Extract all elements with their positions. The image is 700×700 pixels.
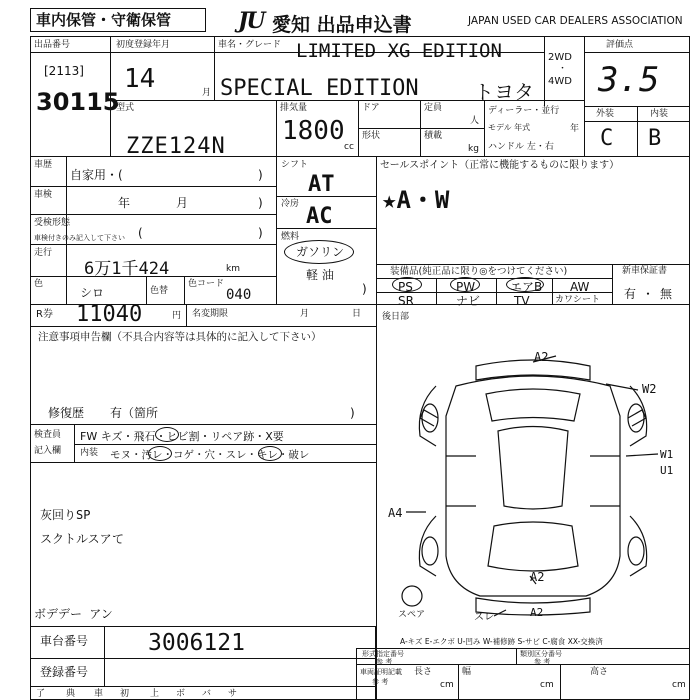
- lot-number: 30115: [36, 88, 120, 116]
- recv-open: (: [138, 226, 143, 240]
- equip-airbag: エアB: [510, 280, 543, 294]
- repair-value: 有（箇所: [110, 406, 159, 420]
- bottom-6: ボ: [176, 689, 186, 699]
- name-change-day: 日: [352, 309, 362, 319]
- equip-ps: PS: [398, 280, 413, 294]
- history-value: 自家用・(: [70, 168, 123, 182]
- rear-label: 後日部: [382, 312, 410, 322]
- load-unit: kg: [468, 144, 479, 154]
- model-name-line1: LIMITED XG EDITION: [296, 40, 502, 62]
- chassis-value: 3006121: [148, 630, 245, 656]
- stone-chip-circle: [155, 427, 179, 442]
- length-label: 長さ: [414, 667, 433, 677]
- cert-ref: 参 考: [372, 678, 389, 686]
- mileage-label: 走行: [34, 248, 53, 258]
- lot-sub-number: [2113]: [44, 64, 84, 78]
- color-change-label: 色替: [150, 286, 169, 296]
- warranty-have: 有: [624, 287, 637, 301]
- model-name-line2: SPECIAL EDITION: [220, 76, 419, 101]
- note-1: 灰回りSP: [40, 508, 91, 522]
- fuel-gas: ガソリン: [296, 245, 345, 259]
- name-change-label: 名変期限: [192, 309, 229, 319]
- inspection-close: ): [258, 196, 263, 210]
- grade-score: 3.5: [598, 60, 660, 100]
- warranty-none: 無: [660, 287, 673, 301]
- note-3: ボデデー アン: [34, 607, 113, 621]
- registration-label: 初度登録年月: [116, 40, 171, 50]
- repair-close: ): [350, 406, 355, 420]
- model-maker: トヨタ: [474, 80, 534, 104]
- inspection-year-unit: 年: [118, 196, 131, 210]
- damage-mark-w2: W2: [642, 382, 657, 396]
- grade-int-value: B: [648, 126, 662, 151]
- aircon-value: AC: [306, 204, 333, 229]
- capacity-unit: 人: [470, 116, 480, 126]
- fuel-diesel: 軽 油: [306, 268, 334, 282]
- damage-mark-trunk: A2: [530, 570, 545, 584]
- bottom-4: 初: [120, 689, 130, 699]
- drive-4wd: 4WD: [548, 76, 572, 87]
- length-unit: cm: [440, 680, 454, 690]
- bottom-5: 上: [150, 689, 160, 699]
- selling-points-label: セールスポイント（正常に機能するものに限ります）: [380, 160, 620, 171]
- recv-close: ): [258, 226, 263, 240]
- inspector-row1: FW キズ・飛石・ヒビ割・リペア跡・X要: [80, 430, 284, 443]
- org-title: 愛知 出品申込書: [272, 14, 412, 36]
- model-label: 車名・グレード: [218, 40, 282, 50]
- cert-class-label: 類別区分番号: [520, 650, 562, 658]
- bottom-7: バ: [202, 689, 212, 699]
- mileage-unit: km: [226, 264, 240, 274]
- load-label: 積載: [424, 131, 443, 141]
- color-label: 色: [34, 279, 44, 289]
- inspection-month-unit: 月: [176, 196, 189, 210]
- equip-ps-circle: [392, 277, 422, 292]
- color-code-label: 色コード: [188, 279, 225, 289]
- inspection-label: 車検: [34, 190, 53, 200]
- shift-label: シフト: [281, 160, 309, 170]
- history-close: ): [258, 168, 263, 182]
- grade-ext-label: 外装: [596, 109, 615, 119]
- equip-pw: PW: [456, 280, 476, 294]
- bottom-2: 典: [66, 689, 76, 699]
- lot-label: 出品番号: [34, 40, 71, 50]
- fuel-close: ): [362, 282, 367, 296]
- drive-2wd: 2WD: [548, 52, 572, 63]
- recv-label: 受検形態: [34, 218, 71, 228]
- bottom-8: サ: [228, 689, 238, 699]
- damage-mark-front: A2: [534, 350, 549, 364]
- displacement-value: 1800: [282, 116, 345, 146]
- cert-type-label: 形式指定番号: [362, 650, 404, 658]
- damage-mark-rear: A2: [530, 606, 544, 619]
- notes-label: 注意事項申告欄（不具合内容等は具体的に記入して下さい）: [38, 331, 322, 343]
- dealer-label: ディーラー・並行: [488, 106, 560, 116]
- equip-sr: SR: [398, 294, 414, 308]
- color-value: シロ: [80, 286, 105, 300]
- registration-year: 14: [124, 64, 156, 94]
- recv-sub: 車検付きのみ記入して下さい: [34, 234, 125, 242]
- height-unit: cm: [672, 680, 686, 690]
- equip-pw-circle: [450, 277, 480, 292]
- recycle-label: R券: [36, 309, 53, 320]
- grade-ext-value: C: [600, 126, 614, 151]
- equip-seat: カワシート: [555, 295, 601, 305]
- inspector-label-1: 検査員: [34, 430, 62, 440]
- model-year-label: モデル 年式: [488, 123, 531, 132]
- displacement-label: 排気量: [280, 103, 308, 113]
- registration-month-unit: 月: [202, 88, 212, 98]
- type-value: ZZE124N: [126, 134, 226, 159]
- aircon-label: 冷房: [281, 199, 300, 209]
- ju-logo: JU: [238, 8, 264, 34]
- equip-airbag-circle: [506, 277, 544, 292]
- width-unit: cm: [540, 680, 554, 690]
- inspector-row2: モヌ・汚レ・コゲ・穴・スレ・キレ・破レ: [110, 449, 310, 461]
- grade-label: 評価点: [606, 40, 634, 50]
- new-warranty-label: 新車保証書: [622, 266, 668, 276]
- inspector-row2-label: 内装: [80, 448, 99, 458]
- cert-class-ref: 参 考: [534, 658, 551, 666]
- name-change-month: 月: [300, 309, 310, 319]
- bottom-1: 了: [36, 689, 46, 699]
- fuel-label: 燃料: [281, 232, 300, 242]
- warranty-sep: ・: [642, 287, 655, 301]
- reg-label: 登録番号: [40, 665, 89, 679]
- history-label: 車歴: [34, 160, 53, 170]
- handle-label: ハンドル 左・右: [488, 142, 554, 152]
- selling-points-value: ★A・W: [382, 186, 450, 214]
- model-year-unit: 年: [570, 124, 580, 134]
- shift-value: AT: [308, 172, 335, 197]
- repair-label: 修復歴: [48, 406, 85, 420]
- org-english: JAPAN USED CAR DEALERS ASSOCIATION: [468, 15, 683, 27]
- shape-label: 形状: [362, 131, 381, 141]
- wear-circle: [258, 446, 282, 461]
- inspector-label-2: 記入欄: [34, 446, 62, 456]
- capacity-label: 定員: [424, 103, 443, 113]
- grade-int-label: 内装: [650, 109, 669, 119]
- storage-tag: 車内保管・守衛保管: [36, 11, 172, 29]
- mileage-value: 6万1千424: [84, 259, 170, 279]
- spare-label: スペア: [398, 610, 426, 620]
- damage-mark-a4: A4: [388, 506, 403, 520]
- damage-legend: A-キズ E-エクボ U-凹み W-補修跡 S-サビ C-腐食 XX-交換済: [400, 637, 603, 646]
- equip-navi: ナビ: [456, 294, 481, 308]
- equip-tv: TV: [514, 294, 530, 308]
- drive-dot: ・: [558, 64, 568, 74]
- recycle-value: 11040: [76, 302, 143, 327]
- displacement-unit: cc: [344, 142, 354, 152]
- dirt-circle: [148, 446, 172, 461]
- equip-aw: AW: [570, 280, 590, 294]
- equipment-label: 装備品(純正品に限り◎をつけてください): [390, 266, 568, 277]
- bottom-3: 車: [94, 689, 104, 699]
- cert-label: 車両証明記載: [360, 668, 402, 676]
- width-label: 幅: [462, 667, 472, 677]
- note-2: スクトルスアて: [40, 532, 125, 546]
- chassis-label: 車台番号: [40, 634, 89, 648]
- cert-type-ref: 参 考: [376, 658, 393, 666]
- door-label: ドア: [362, 103, 380, 113]
- damage-mark-u1: U1: [660, 464, 674, 477]
- damage-mark-wear: スレ: [474, 612, 494, 623]
- color-code-value: 040: [226, 287, 252, 303]
- damage-mark-w1: W1: [660, 448, 674, 461]
- recycle-unit: 円: [172, 311, 182, 321]
- type-label: 型式: [116, 103, 135, 113]
- height-label: 高さ: [590, 667, 609, 677]
